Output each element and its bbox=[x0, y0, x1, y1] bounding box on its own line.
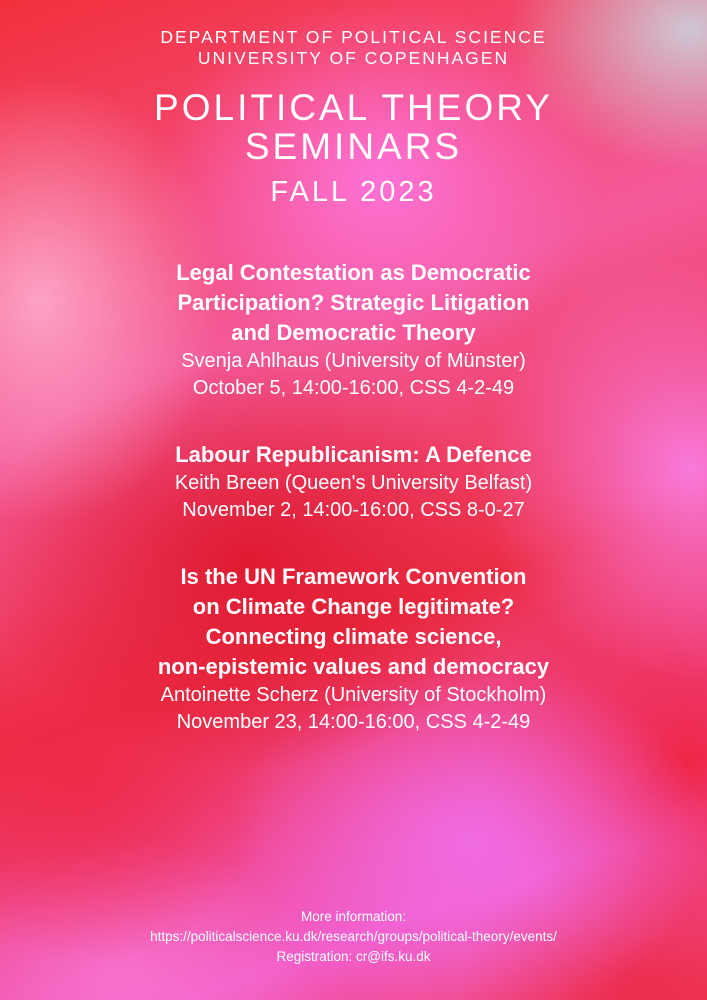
seminar-title-line: Is the UN Framework Convention bbox=[180, 564, 527, 589]
poster-title-line-2: SEMINARS bbox=[244, 126, 463, 167]
seminar-title bbox=[0, 440, 707, 470]
poster-title bbox=[0, 88, 707, 166]
seminar-entry bbox=[0, 562, 707, 736]
seminar-title-line: Labour Republicanism: A Defence bbox=[175, 442, 532, 467]
events-url: https://politicalscience.ku.dk/research/groups/political-theory/events/ bbox=[150, 929, 557, 944]
seminar-title-line: Participation? Strategic Litigation bbox=[177, 290, 530, 315]
seminar-title-line: Connecting climate science, bbox=[205, 624, 502, 649]
poster-title-line-1: POLITICAL THEORY bbox=[154, 87, 553, 128]
registration-contact: Registration: cr@ifs.ku.dk bbox=[276, 949, 431, 964]
more-info-label: More information: bbox=[300, 909, 407, 924]
seminar-speaker: Svenja Ahlhaus (University of Münster) bbox=[181, 350, 526, 372]
seminar-title-line: on Climate Change legitimate? bbox=[192, 594, 515, 619]
seminar-date-room: November 23, 14:00-16:00, CSS 4-2-49 bbox=[176, 711, 531, 733]
department-name: DEPARTMENT OF POLITICAL SCIENCE bbox=[160, 27, 547, 47]
seminar-speaker: Keith Breen (Queen's University Belfast) bbox=[174, 472, 533, 494]
seminar-date-room: November 2, 14:00-16:00, CSS 8-0-27 bbox=[182, 499, 525, 521]
university-name: UNIVERSITY OF COPENHAGEN bbox=[197, 48, 510, 68]
seminar-title-line: Legal Contestation as Democratic bbox=[176, 260, 531, 285]
seminar-title bbox=[0, 258, 707, 348]
seminar-title-line: non-epistemic values and democracy bbox=[157, 654, 550, 679]
seminar-title bbox=[0, 562, 707, 682]
poster-footer bbox=[0, 907, 707, 967]
seminar-title-line: and Democratic Theory bbox=[231, 320, 476, 345]
seminar-entry bbox=[0, 258, 707, 402]
seminar-speaker: Antoinette Scherz (University of Stockholm) bbox=[160, 684, 547, 706]
department-header bbox=[0, 27, 707, 69]
semester-label: FALL 2023 bbox=[270, 176, 437, 208]
seminar-date-room: October 5, 14:00-16:00, CSS 4-2-49 bbox=[192, 377, 515, 399]
seminar-entry bbox=[0, 440, 707, 524]
